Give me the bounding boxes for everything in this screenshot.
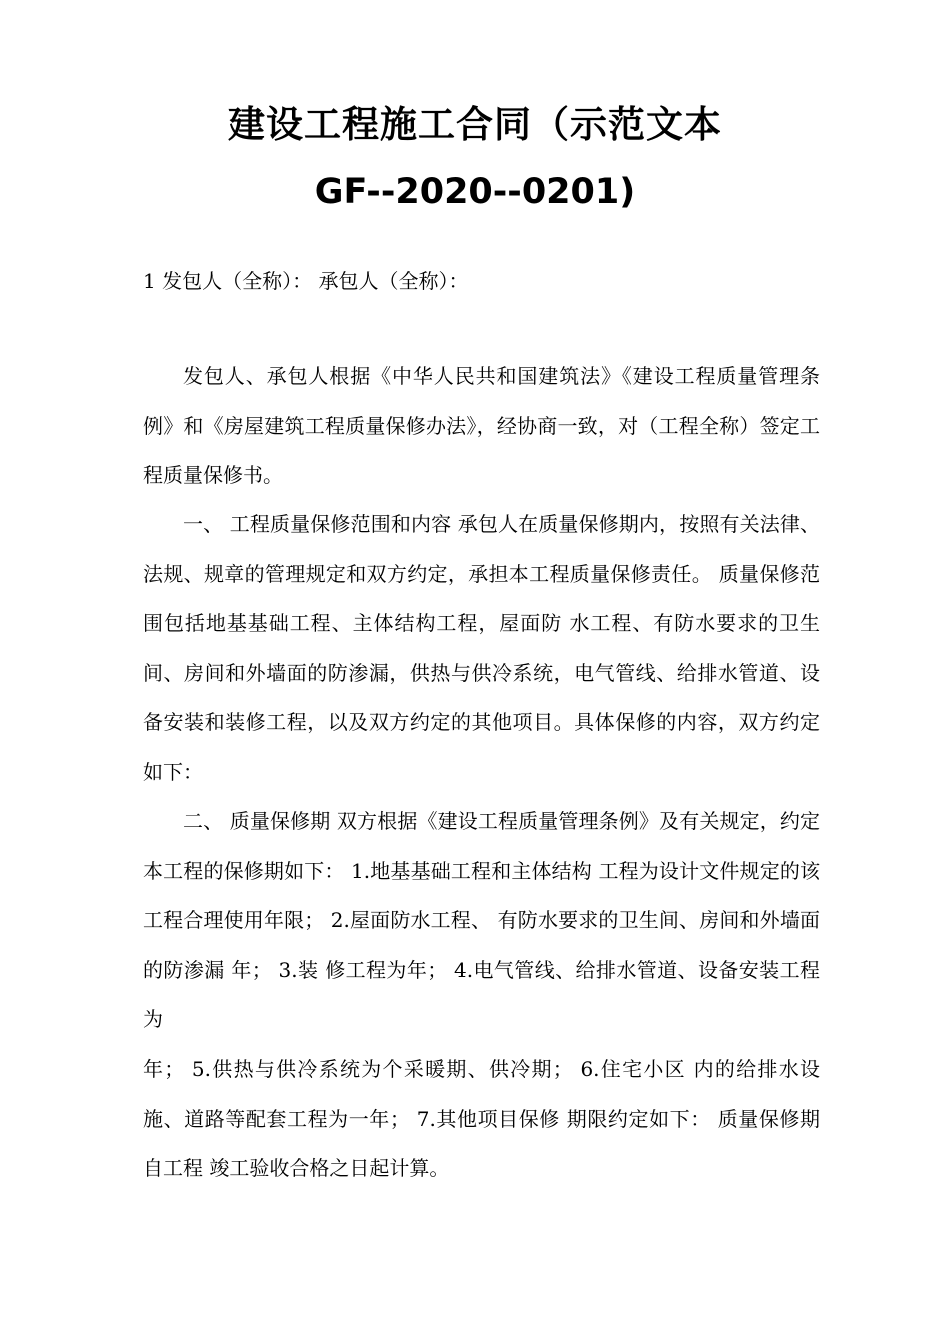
paragraph-section-1: 一、 工程质量保修范围和内容 承包人在质量保修期内，按照有关法律、法规、规章的管理规定和双方约定，承担本工程质量保修责任。 质量保修范围包括地基基础工程、主体结构工程，屋面防 水工程、有防水要求的卫生间、房间和外墙面的防渗漏，供热与供冷系统，电气管线、给排水管道、设备安装和装修工程，以及双方约定的其他项目。具体保修的内容，双方约定如下： bbox=[143, 512, 820, 784]
parties-line: 1 发包人（全称）： 承包人（全称）： bbox=[143, 269, 469, 293]
paragraph-section-2-part-2: 年； 5.供热与供冷系统为个采暖期、供冷期； 6.住宅小区 内的给排水设施、道路等配套工程为一年； 7.其他项目保修 期限约定如下： 质量保修期自工程 竣工验收合格之日起计算。 bbox=[143, 1056, 820, 1181]
paragraph-intro: 发包人、承包人根据《中华人民共和国建筑法》《建设工程质量管理条例》和《房屋建筑工程质量保修办法》，经协商一致，对（工程全称）签定工程质量保修书。 bbox=[143, 364, 820, 488]
document-title-line-2: GF--2020--0201) bbox=[314, 172, 636, 212]
paragraph-section-2 bbox=[143, 797, 820, 1194]
document-title-line-1: 建设工程施工合同（示范文本 bbox=[228, 103, 722, 146]
paragraph-section-2-part-1: 二、 质量保修期 双方根据《建设工程质量管理条例》及有关规定，约定本工程的保修期如下： 1.地基基础工程和主体结构 工程为设计文件规定的该工程合理使用年限； 2.屋面防水工程、 有防水要求的卫生间、房间和外墙面的防渗漏 年； 3.装 修工程为年； 4.电气管线、给排水管道、设备安装工程为 bbox=[143, 809, 820, 1032]
